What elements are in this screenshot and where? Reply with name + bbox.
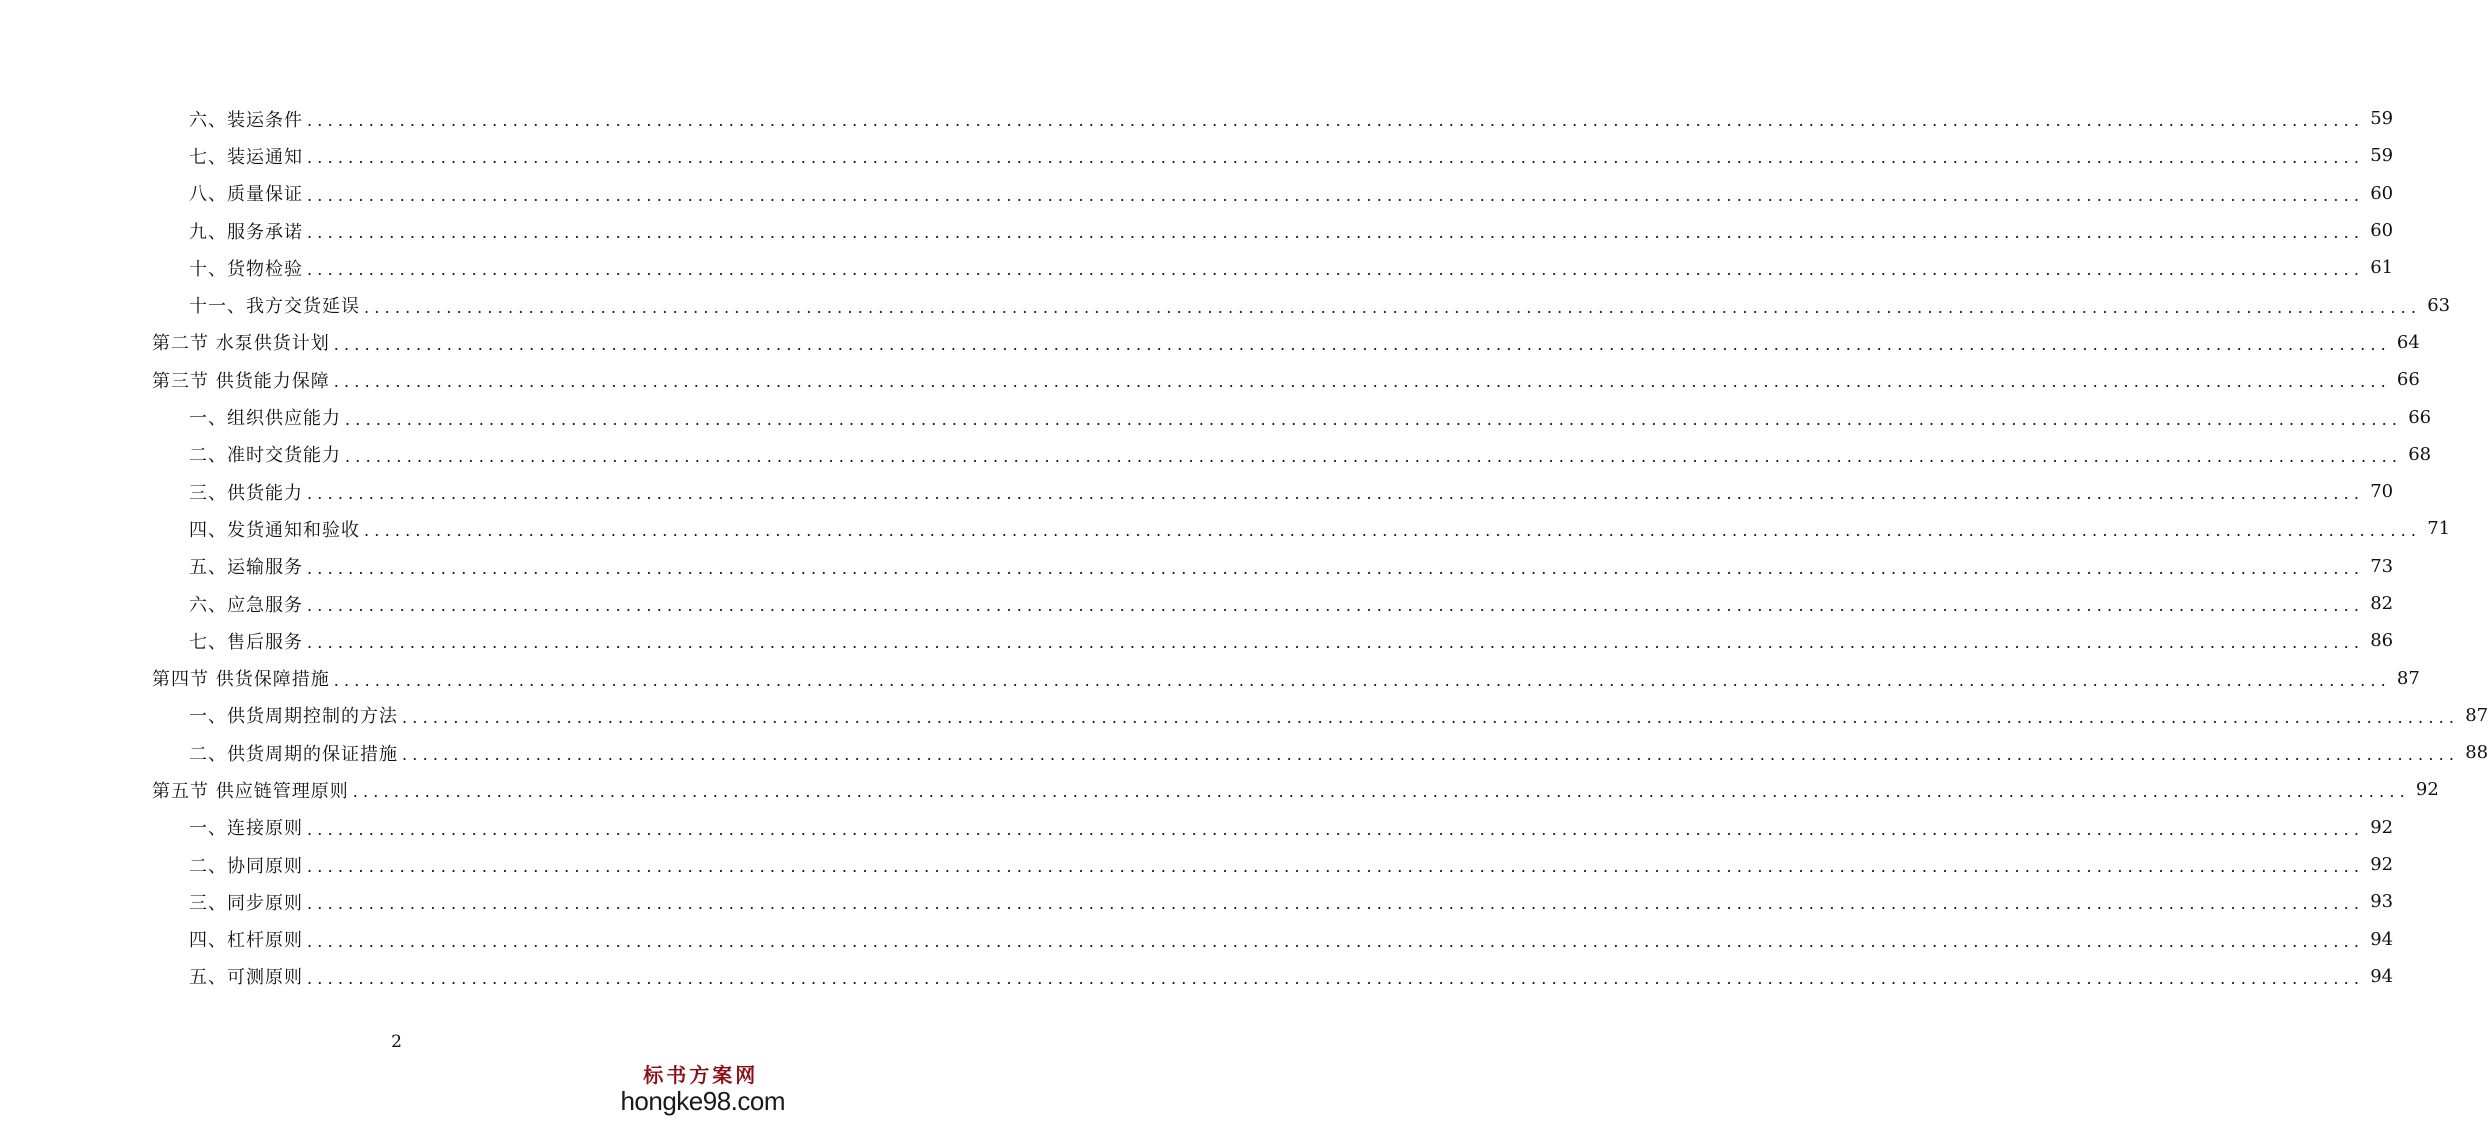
toc-subsection-entry[interactable] — [0, 548, 2394, 585]
toc-entry-title: 二、协同原则 — [189, 855, 303, 877]
toc-entry-page-number: 94 — [2370, 928, 2394, 950]
toc-entry-page-number: 88 — [2465, 742, 2488, 764]
toc-entry-page-number: 60 — [2370, 182, 2394, 204]
toc-entry-page-number: 60 — [2370, 220, 2394, 242]
toc-entry-title: 第三节 供货能力保障 — [152, 370, 330, 392]
toc-entry-content — [189, 100, 2394, 137]
toc-subsection-entry[interactable] — [0, 809, 2394, 846]
toc-entry-title: 十一、我方交货延误 — [189, 296, 360, 318]
toc-subsection-entry[interactable] — [0, 622, 2394, 659]
toc-entry-title: 十、货物检验 — [189, 258, 303, 280]
toc-dot-leader: ........................................................................................................................................................................................................ — [307, 819, 2365, 839]
toc-subsection-entry[interactable] — [0, 249, 2394, 286]
toc-entry-page-number: 93 — [2370, 891, 2394, 913]
toc-dot-leader: ........................................................................................................................................................................................................ — [307, 558, 2365, 578]
toc-subsection-entry[interactable] — [0, 921, 2394, 958]
toc-dot-leader: ........................................................................................................................................................................................................ — [307, 260, 2365, 280]
toc-entry-content — [189, 473, 2394, 510]
toc-dot-leader: ........................................................................................................................................................................................................ — [333, 372, 2391, 392]
table-of-contents — [0, 100, 2488, 995]
toc-entry-content — [189, 398, 2432, 435]
toc-entry-content — [189, 883, 2394, 920]
toc-entry-page-number: 71 — [2427, 518, 2451, 540]
toc-entry-content — [189, 212, 2394, 249]
toc-entry-content — [189, 175, 2394, 212]
toc-entry-title: 三、供货能力 — [189, 482, 303, 504]
toc-entry-content — [152, 324, 2420, 361]
toc-entry-content — [189, 249, 2394, 286]
toc-entry-page-number: 94 — [2370, 965, 2394, 987]
toc-subsection-entry[interactable] — [0, 883, 2394, 920]
toc-entry-title: 七、售后服务 — [189, 631, 303, 653]
toc-dot-leader: ........................................................................................................................................................................................................ — [307, 185, 2365, 205]
toc-entry-title: 四、杠杆原则 — [189, 930, 303, 952]
toc-dot-leader: ........................................................................................................................................................................................................ — [364, 297, 2422, 317]
toc-entry-content — [189, 436, 2432, 473]
toc-entry-title: 一、连接原则 — [189, 818, 303, 840]
toc-entry-content — [189, 921, 2394, 958]
toc-dot-leader: ........................................................................................................................................................................................................ — [345, 409, 2403, 429]
toc-entry-page-number: 68 — [2408, 443, 2432, 465]
toc-entry-page-number: 92 — [2415, 779, 2439, 801]
toc-entry-title: 七、装运通知 — [189, 146, 303, 168]
toc-entry-content — [189, 958, 2394, 995]
toc-subsection-entry[interactable] — [0, 734, 2488, 771]
toc-subsection-entry[interactable] — [0, 585, 2394, 622]
toc-dot-leader: ........................................................................................................................................................................................................ — [307, 484, 2365, 504]
toc-entry-content — [189, 548, 2394, 585]
toc-subsection-entry[interactable] — [0, 212, 2394, 249]
watermark-cn-text: 标书方案网 — [643, 1063, 759, 1087]
toc-subsection-entry[interactable] — [0, 846, 2394, 883]
toc-entry-page-number: 66 — [2396, 369, 2420, 391]
toc-entry-title: 第四节 供货保障措施 — [152, 669, 330, 691]
toc-entry-content — [189, 286, 2451, 323]
toc-entry-title: 第二节 水泵供货计划 — [152, 333, 330, 355]
toc-dot-leader: ........................................................................................................................................................................................................ — [307, 894, 2365, 914]
toc-entry-page-number: 82 — [2370, 593, 2394, 614]
toc-entry-content — [152, 361, 2420, 398]
toc-subsection-entry[interactable] — [0, 137, 2394, 174]
toc-dot-leader: ........................................................................................................................................................................................................ — [307, 857, 2365, 877]
toc-entry-page-number: 70 — [2370, 481, 2394, 503]
toc-entry-content — [152, 771, 2439, 808]
toc-subsection-entry[interactable] — [0, 100, 2394, 137]
toc-entry-page-number: 87 — [2396, 667, 2420, 689]
toc-entry-title: 六、应急服务 — [189, 594, 303, 616]
toc-entry-content — [189, 734, 2488, 771]
toc-entry-content — [189, 510, 2451, 547]
toc-dot-leader: ........................................................................................................................................................................................................ — [307, 633, 2365, 653]
toc-entry-title: 第五节 供应链管理原则 — [152, 780, 349, 802]
toc-subsection-entry[interactable] — [0, 436, 2432, 473]
toc-entry-page-number: 64 — [2396, 331, 2420, 353]
toc-entry-content — [152, 659, 2420, 696]
toc-entry-page-number: 59 — [2370, 108, 2394, 130]
toc-entry-title: 一、供货周期控制的方法 — [189, 706, 398, 728]
toc-entry-title: 二、准时交货能力 — [189, 445, 341, 467]
toc-entry-page-number: 63 — [2427, 294, 2451, 316]
toc-entry-page-number: 87 — [2465, 704, 2488, 726]
toc-subsection-entry[interactable] — [0, 175, 2394, 212]
toc-entry-page-number: 66 — [2408, 406, 2432, 428]
toc-entry-page-number: 59 — [2370, 145, 2394, 167]
toc-dot-leader: ........................................................................................................................................................................................................ — [307, 931, 2365, 951]
toc-subsection-entry[interactable] — [0, 473, 2394, 510]
toc-dot-leader: ........................................................................................................................................................................................................ — [307, 148, 2365, 168]
toc-entry-title: 六、装运条件 — [189, 109, 303, 131]
toc-dot-leader: ........................................................................................................................................................................................................ — [402, 745, 2460, 765]
toc-entry-title: 五、可测原则 — [189, 967, 303, 989]
toc-subsection-entry[interactable] — [0, 398, 2432, 435]
toc-entry-title: 四、发货通知和验收 — [189, 519, 360, 541]
toc-subsection-entry[interactable] — [0, 958, 2394, 995]
toc-dot-leader: ........................................................................................................................................................................................................ — [333, 334, 2391, 354]
toc-dot-leader: ........................................................................................................................................................................................................ — [352, 782, 2410, 802]
toc-entry-page-number: 61 — [2370, 257, 2394, 279]
toc-entry-content — [189, 622, 2394, 659]
toc-dot-leader: ........................................................................................................................................................................................................ — [402, 707, 2460, 727]
toc-dot-leader: ........................................................................................................................................................................................................ — [307, 111, 2365, 131]
toc-entry-title: 三、同步原则 — [189, 892, 303, 914]
toc-entry-title: 一、组织供应能力 — [189, 408, 341, 430]
toc-dot-leader: ........................................................................................................................................................................................................ — [307, 223, 2365, 243]
toc-entry-page-number: 73 — [2370, 555, 2394, 577]
toc-entry-title: 九、服务承诺 — [189, 221, 303, 243]
toc-entry-page-number: 92 — [2370, 816, 2394, 838]
toc-dot-leader: ........................................................................................................................................................................................................ — [345, 446, 2403, 466]
toc-section-entry[interactable] — [0, 659, 2420, 696]
toc-subsection-entry[interactable] — [0, 286, 2451, 323]
toc-dot-leader: ........................................................................................................................................................................................................ — [307, 968, 2365, 988]
watermark-logo — [620, 1059, 785, 1114]
toc-entry-title: 二、供货周期的保证措施 — [189, 743, 398, 765]
toc-dot-leader: ........................................................................................................................................................................................................ — [307, 596, 2365, 615]
toc-entry-content — [189, 846, 2394, 883]
toc-entry-page-number: 92 — [2370, 854, 2394, 876]
toc-entry-title: 八、质量保证 — [189, 184, 303, 206]
toc-dot-leader: ........................................................................................................................................................................................................ — [333, 670, 2391, 690]
toc-section-entry[interactable] — [0, 361, 2420, 398]
toc-section-entry[interactable] — [0, 324, 2420, 361]
toc-entry-content — [189, 697, 2488, 734]
toc-entry-content — [189, 137, 2394, 174]
toc-entry-content — [189, 585, 2394, 622]
toc-subsection-entry[interactable] — [0, 510, 2451, 547]
watermark-en-text: hongke98.com — [620, 1086, 785, 1116]
toc-section-entry[interactable] — [0, 771, 2439, 808]
page-number: 2 — [391, 1032, 402, 1052]
toc-subsection-entry[interactable] — [0, 697, 2488, 734]
toc-entry-content — [189, 809, 2394, 846]
toc-dot-leader: ........................................................................................................................................................................................................ — [364, 521, 2422, 541]
toc-entry-title: 五、运输服务 — [189, 557, 303, 579]
toc-entry-page-number: 86 — [2370, 630, 2394, 652]
